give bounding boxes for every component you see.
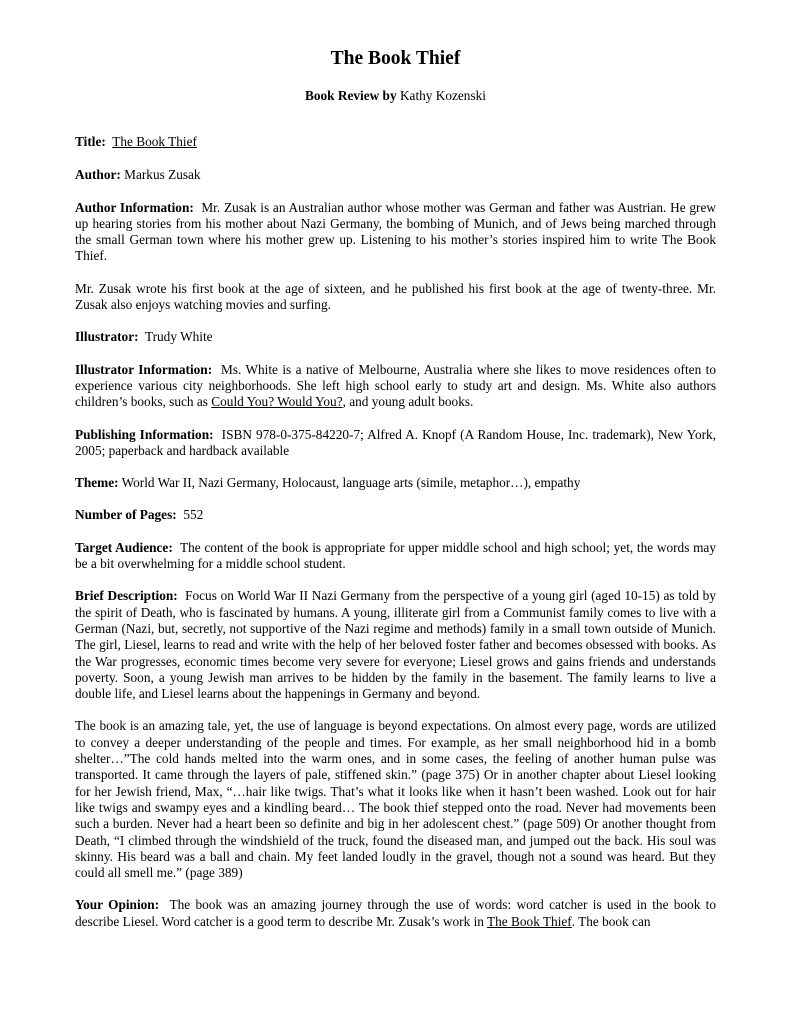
theme-text: World War II, Nazi Germany, Holocaust, language arts (simile, metaphor…), empathy	[121, 475, 581, 491]
pages-value: 552	[183, 507, 204, 523]
byline-label: Book Review by	[305, 88, 397, 103]
publishing-paragraph	[75, 427, 716, 460]
description-label: Brief Description:	[75, 588, 178, 604]
theme-label: Theme:	[75, 475, 119, 491]
author-info-label: Author Information:	[75, 199, 194, 215]
author-info-paragraph-2	[75, 281, 716, 314]
document-title: The Book Thief	[330, 48, 461, 69]
document-page	[75, 46, 716, 930]
title-field	[75, 134, 716, 150]
commentary-paragraph	[75, 718, 716, 881]
theme-paragraph	[75, 475, 716, 491]
illustrator-info-text: Ms. White is a native of Melbourne, Australia where she likes to move residences often to experience various city neighborhoods. She left high school early to study art and design. Ms. White also authors children’s books, such as	[75, 361, 716, 410]
pages-field	[75, 507, 716, 523]
audience-label: Target Audience:	[75, 539, 173, 555]
publishing-label: Publishing Information:	[75, 426, 214, 442]
illustrator-info-label: Illustrator Information:	[75, 361, 213, 377]
illustrator-value: Trudy White	[144, 329, 213, 345]
byline	[75, 87, 716, 104]
publishing-text: ISBN 978-0-375-84220-7; Alfred A. Knopf (A Random House, Inc. trademark), New York, 2005; paperback and hardback available	[75, 426, 716, 458]
author-value: Markus Zusak	[124, 167, 201, 183]
description-text: Focus on World War II Nazi Germany from the perspective of a young girl (aged 10-15) as told by the spirit of Death, who is fascinated by humans. A young, illiterate girl from a Communist family comes to live with a German (Nazi, but, secretly, not supportive of the Nazi regime and methods) family in a small town outside of Munich. The girl, Liesel, learns to read and write with the help of her beloved foster father and becomes obsessed with books. As the War progresses, economic times become very severe for everyone; Liesel grows and gains friends and understands poverty. Soon, a young Jewish man arrives to be hidden by the family in the basement. The family learns to live a double life, and Liesel learns about the happenings in Germany and beyond.	[75, 588, 716, 702]
audience-text: The content of the book is appropriate for upper middle school and high school; yet, the words may be a bit overwhelming for a middle school student.	[75, 539, 716, 572]
opinion-book-title: The Book Thief	[487, 913, 572, 929]
author-info-paragraph	[75, 200, 716, 265]
illustrator-field	[75, 329, 716, 345]
opinion-paragraph	[75, 897, 716, 930]
illustrator-info-paragraph	[75, 362, 716, 411]
author-info-text-2: Mr. Zusak wrote his first book at the age of sixteen, and he published his first book at the age of twenty-three. Mr. Zusak also enjoys watching movies and surfing.	[75, 280, 716, 313]
opinion-text: The book was an amazing journey through the use of words: word catcher is used in the book to describe Liesel. Word catcher is a good term to describe Mr. Zusak’s work in	[75, 897, 716, 929]
opinion-text-after: . The book can	[571, 913, 651, 929]
illustrator-book-title: Could You? Would You?	[211, 394, 343, 410]
illustrator-label: Illustrator:	[75, 329, 139, 345]
commentary-text: The book is an amazing tale, yet, the use of language is beyond expectations. On almost every page, words are utilized to convey a deeper understanding of the people and times. For example, as her small neighborhood hid in a bomb shelter…”The cold hands melted into the warm ones, and in some cases, the feeling of another human pulse was transported. It came through the layers of pale, stiffened skin.” (page 375) Or in another chapter about Liesel looking for her Jewish friend, Max, “…hair like twigs. That’s what it looks like when it hasn’t been washed. Look out for hair like twigs and swampy eyes and a kindling beard… The book thief stepped onto the road. Never had movements been such a burden. Never had a heart been so definite and big in her adolescent chest.” (page 509) Or another thought from Death, “I climbed through the windshield of the truck, found the diseased man, and jumped out the back. His soul was skinny. His beard was a ball and chain. My feet landed loudly in the gravel, though not a sound was heard. But they could all smell me.” (page 389)	[75, 718, 716, 881]
title-value: The Book Thief	[112, 134, 197, 149]
audience-paragraph	[75, 540, 716, 573]
illustrator-info-text-after: , and young adult books.	[342, 394, 474, 410]
author-info-text: Mr. Zusak is an Australian author whose mother was German and father was Austrian. He grew up hearing stories from his mother about Nazi Germany, the bombing of Munich, and of Jews being marched through the small German town where his mother grew up. Listening to his mother’s stories inspired him to write The Book Thief.	[75, 199, 716, 264]
author-label: Author:	[75, 167, 121, 183]
byline-author: Kathy Kozenski	[399, 88, 486, 103]
opinion-label: Your Opinion:	[75, 897, 160, 913]
pages-label: Number of Pages:	[75, 507, 177, 523]
description-paragraph	[75, 588, 716, 702]
author-field	[75, 167, 716, 183]
title-label: Title:	[75, 134, 106, 149]
